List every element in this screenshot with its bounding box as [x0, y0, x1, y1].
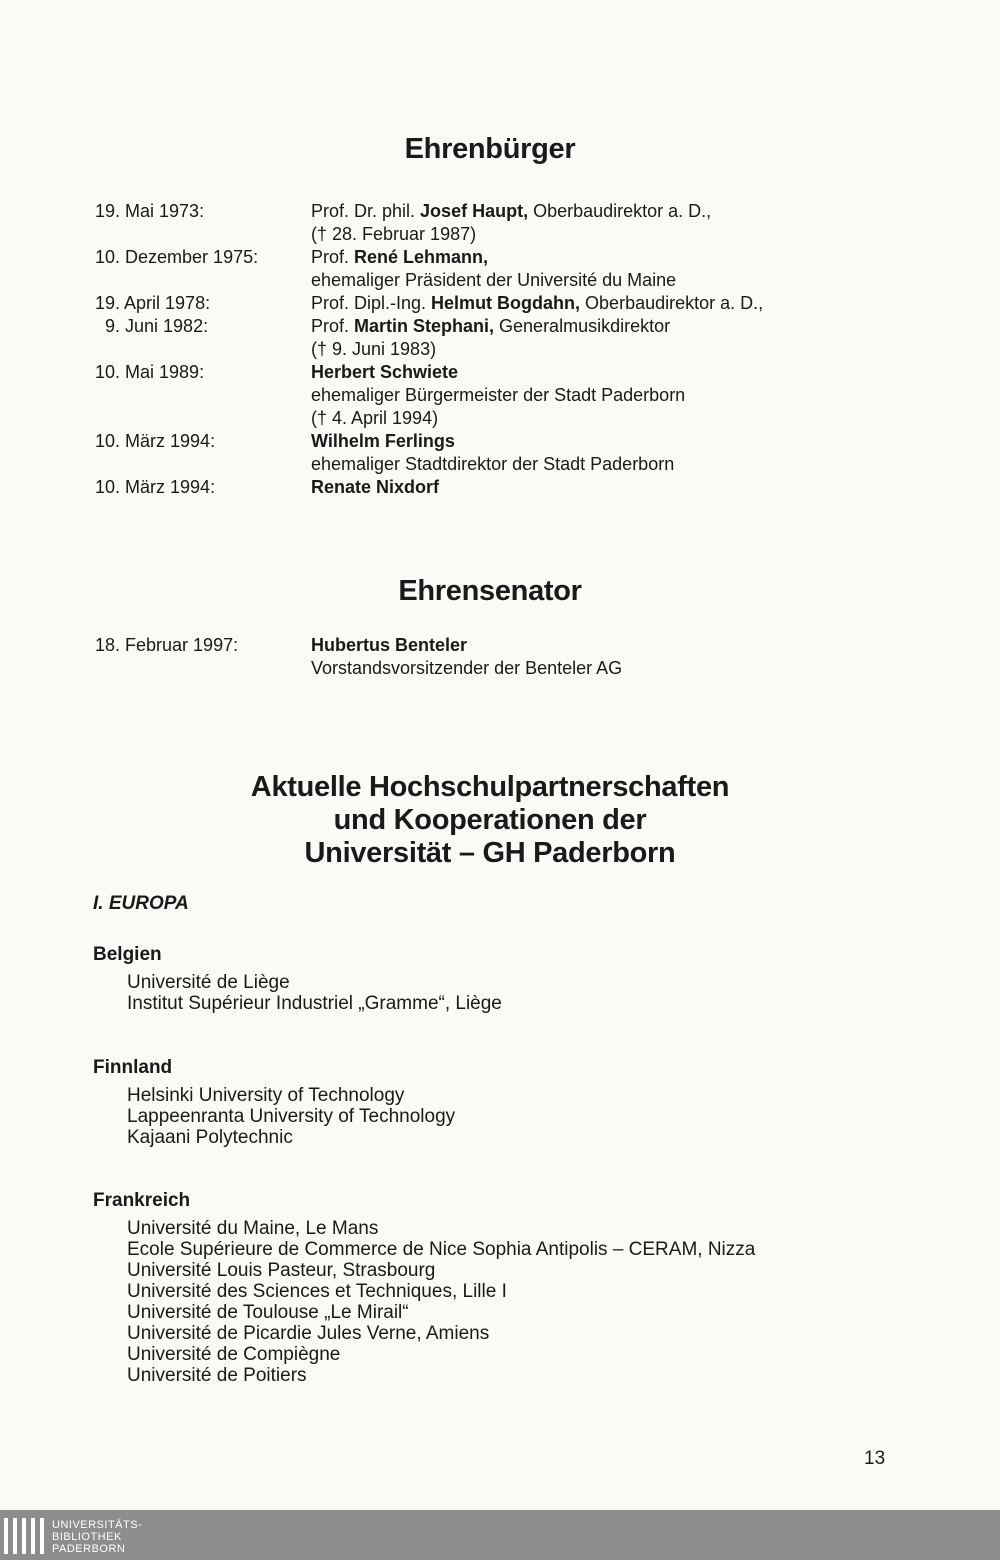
- entry-name: Josef Haupt,: [420, 201, 529, 221]
- entry-date: 10. Dezember 1975:: [95, 247, 259, 267]
- entry-date: 10. Mai 1989:: [95, 362, 205, 382]
- list-item: Université du Maine, Le Mans: [127, 1218, 379, 1239]
- entry-date: 9. Juni 1982:: [105, 316, 209, 336]
- entry-date: 19. April 1978:: [95, 293, 211, 313]
- entry-name: Martin Stephani,: [354, 316, 495, 336]
- list-item: Université des Sciences et Techniques, Lille I: [127, 1281, 507, 1302]
- list-item: Université de Liège: [127, 972, 290, 993]
- list-item: Helsinki University of Technology: [127, 1085, 405, 1106]
- list-item: Université de Compiègne: [127, 1344, 341, 1365]
- list-item: Ecole Supérieure de Commerce de Nice Sophia Antipolis – CERAM, Nizza: [127, 1239, 756, 1260]
- entry-note: († 28. Februar 1987): [311, 224, 477, 244]
- entry-note: ehemaliger Bürgermeister der Stadt Paderborn: [311, 385, 686, 405]
- list-item: Kajaani Polytechnic: [127, 1127, 293, 1148]
- entry-date: 10. März 1994:: [95, 477, 216, 497]
- logo-line: UNIVERSITÄTS-: [52, 1519, 143, 1531]
- partnerships-heading-line-2: und Kooperationen der: [333, 804, 647, 836]
- entry-title: Prof. Dipl.-Ing.: [311, 293, 432, 313]
- entry-role: Oberbaudirektor a. D.,: [528, 201, 712, 221]
- entry-title: Prof.: [311, 247, 355, 267]
- institution-list: [127, 972, 502, 1014]
- list-item: Université de Poitiers: [127, 1365, 307, 1386]
- logo-line: PADERBORN: [52, 1543, 126, 1555]
- partnerships-heading-line-3: Universität – GH Paderborn: [304, 837, 676, 869]
- entry-note: ehemaliger Stadtdirektor der Stadt Paderborn: [311, 454, 675, 474]
- region-heading: I. EUROPA: [93, 893, 189, 914]
- entry-name: Wilhelm Ferlings: [311, 431, 455, 451]
- entry-note: ehemaliger Präsident der Université du Maine: [311, 270, 677, 290]
- entry-name: Herbert Schwiete: [311, 362, 459, 382]
- country-heading: Belgien: [93, 944, 162, 965]
- entry-role: Generalmusikdirektor: [494, 316, 671, 336]
- institution-list: [127, 1085, 455, 1148]
- library-logo-text: [52, 1519, 142, 1555]
- country-heading: Finnland: [93, 1057, 173, 1078]
- entry-role: Oberbaudirektor a. D.,: [580, 293, 764, 313]
- entry-note: Vorstandsvorsitzender der Benteler AG: [311, 658, 623, 678]
- page-number: 13: [864, 1448, 886, 1469]
- entry-date: 10. März 1994:: [95, 431, 216, 451]
- list-item: Lappeenranta University of Technology: [127, 1106, 456, 1127]
- list-item: Université Louis Pasteur, Strasbourg: [127, 1260, 436, 1281]
- ehrensenator-heading: Ehrensenator: [398, 575, 582, 607]
- library-logo-icon: [4, 1518, 44, 1554]
- institution-list: [127, 1218, 755, 1386]
- country-heading: Frankreich: [93, 1190, 191, 1211]
- entry-name: Renate Nixdorf: [311, 477, 440, 497]
- logo-line: BIBLIOTHEK: [52, 1531, 122, 1543]
- entry-note: († 9. Juni 1983): [311, 339, 437, 359]
- list-item: Institut Supérieur Industriel „Gramme“, Liège: [127, 993, 502, 1014]
- entry-name: Helmut Bogdahn,: [431, 293, 581, 313]
- entry-date: 18. Februar 1997:: [95, 635, 239, 655]
- entry-title: Prof.: [311, 316, 355, 336]
- entry-name: René Lehmann,: [354, 247, 489, 267]
- entry-title: Prof. Dr. phil.: [311, 201, 421, 221]
- entry-name: Hubertus Benteler: [311, 635, 468, 655]
- ehrenbuerger-heading: Ehrenbürger: [404, 133, 576, 165]
- library-footer-bar: [0, 1510, 1000, 1560]
- entry-note: († 4. April 1994): [311, 408, 439, 428]
- list-item: Université de Toulouse „Le Mirail“: [127, 1302, 409, 1323]
- entry-date: 19. Mai 1973:: [95, 201, 205, 221]
- partnerships-heading-line-1: Aktuelle Hochschulpartnerschaften: [250, 771, 730, 803]
- list-item: Université de Picardie Jules Verne, Amiens: [127, 1323, 490, 1344]
